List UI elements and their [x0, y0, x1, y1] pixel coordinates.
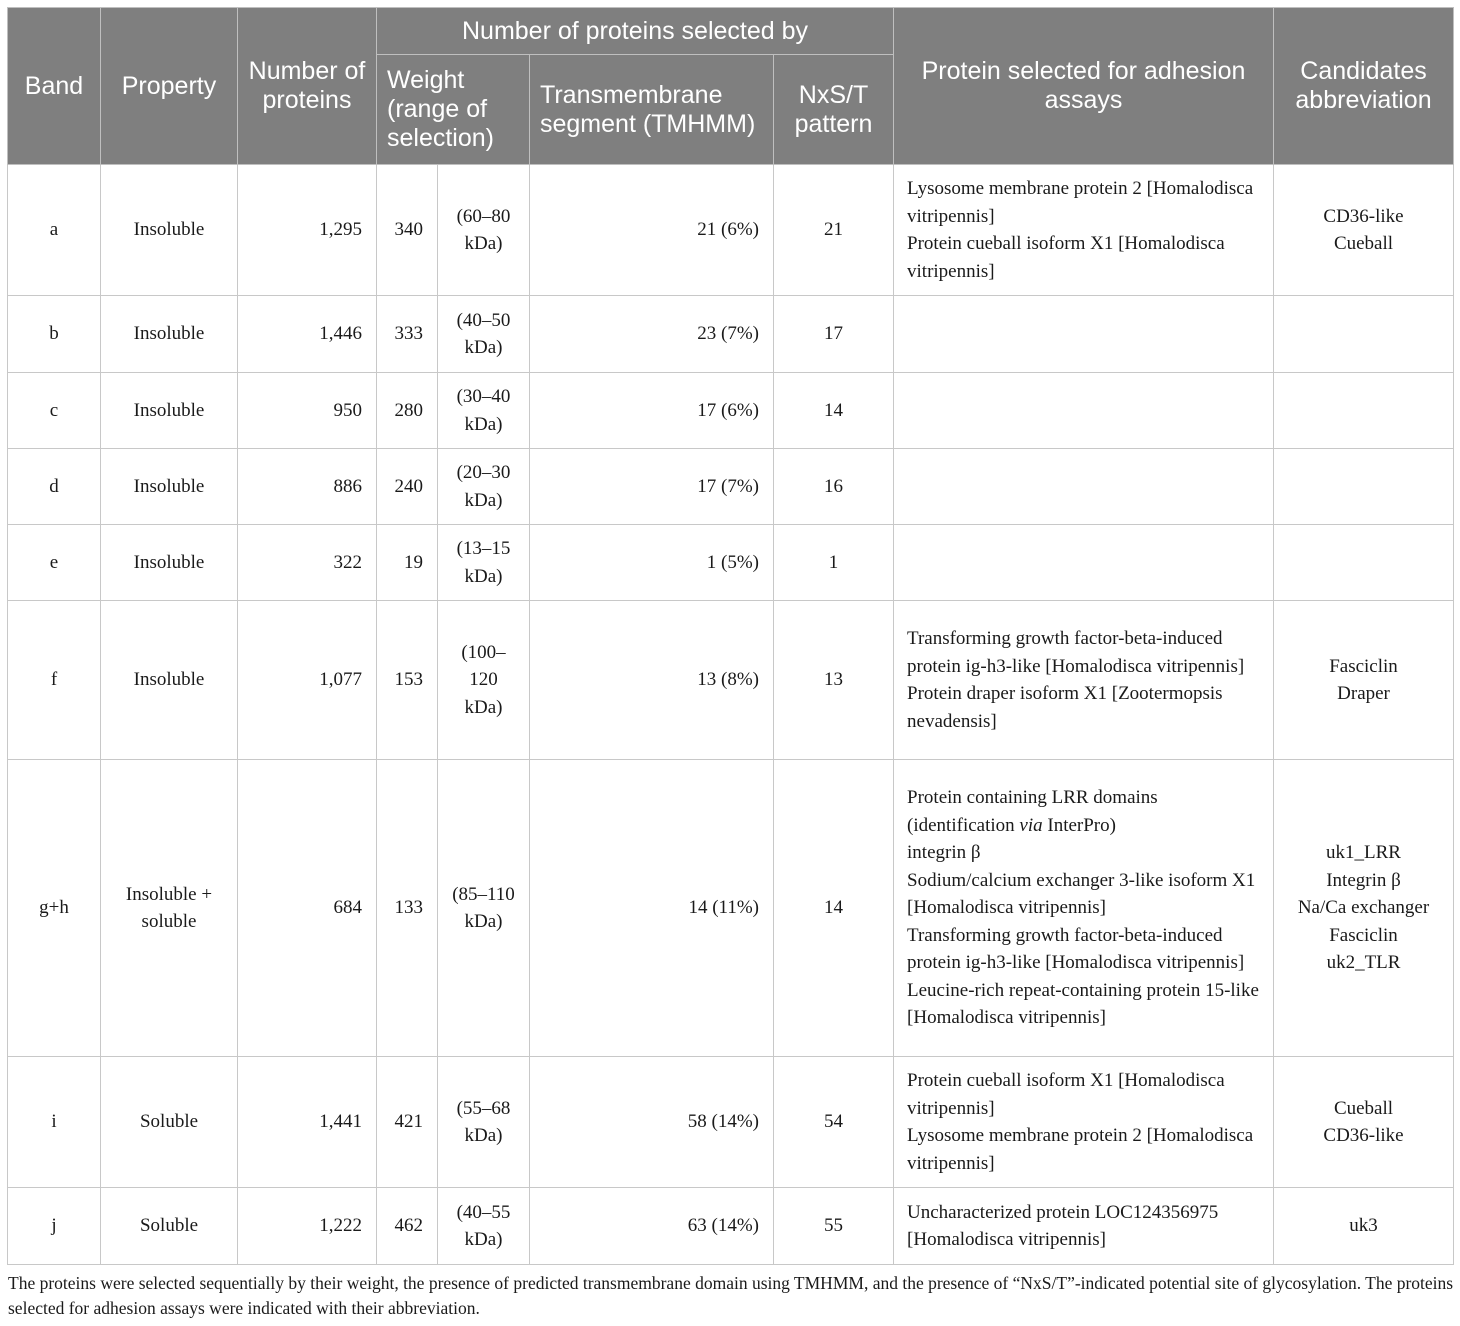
property-cell: Insoluble: [101, 373, 238, 449]
band-cell: b: [8, 296, 101, 373]
nxst-cell: 14: [774, 373, 894, 449]
header-number-of-proteins: Number of proteins: [238, 8, 377, 165]
number-cell: 1,446: [238, 296, 377, 373]
band-cell: j: [8, 1188, 101, 1265]
candidate-line: uk2_TLR: [1326, 952, 1401, 974]
candidates-cell: [1274, 165, 1454, 296]
tm-cell: 17 (6%): [530, 373, 774, 449]
header-nxst: NxS/T pattern: [774, 55, 894, 165]
weight-count-cell: 133: [377, 760, 438, 1057]
tm-cell: 14 (11%): [530, 760, 774, 1057]
table-row: [8, 165, 1454, 296]
protein-line: Sodium/calcium exchanger 3-like isoform X1 [Homalodisca vitripennis]: [907, 869, 1256, 919]
candidate-line: uk1_LRR: [1326, 842, 1401, 864]
number-cell: 322: [238, 525, 377, 601]
tm-cell: 23 (7%): [530, 296, 774, 373]
candidates-cell: [1274, 373, 1454, 449]
protein-line: Transforming growth factor-beta-induced protein ig-h3-like [Homalodisca vitripennis]: [907, 924, 1245, 974]
candidate-line: uk3: [1349, 1215, 1378, 1237]
candidates-cell: [1274, 1057, 1454, 1188]
band-cell: e: [8, 525, 101, 601]
property-cell: Soluble: [101, 1057, 238, 1188]
protein-line: Protein draper isoform X1 [Zootermopsis nevadensis]: [907, 683, 1223, 732]
weight-range-cell: (55–68 kDa): [438, 1057, 530, 1188]
table-row: [8, 525, 1454, 601]
table-row: [8, 1057, 1454, 1188]
table-row: [8, 760, 1454, 1057]
header-selected-by-group: Number of proteins selected by: [377, 8, 894, 55]
candidates-cell: [1274, 296, 1454, 373]
band-cell: g+h: [8, 760, 101, 1057]
tm-cell: 21 (6%): [530, 165, 774, 296]
number-cell: 1,295: [238, 165, 377, 296]
candidates-cell: [1274, 1188, 1454, 1265]
protein-line: Leucine-rich repeat-containing protein 15-like [Homalodisca vitripennis]: [907, 979, 1259, 1029]
table-footnote: The proteins were selected sequentially by their weight, the presence of predicted transmembrane domain using TMHMM, and the presence of “NxS/T”-indicated potential site of glycosylation. The proteins selected for adhesion assays were indicated with their abbreviation.: [8, 1273, 1454, 1318]
header-property: Property: [101, 8, 238, 165]
protein-line: Protein containing LRR domains: [907, 787, 1158, 809]
table-row: [8, 373, 1454, 449]
candidates-cell: [1274, 601, 1454, 760]
protein-selected-cell: [894, 525, 1274, 601]
candidate-line: Integrin β: [1326, 869, 1401, 891]
property-cell: Insoluble: [101, 165, 238, 296]
note-open: (identification: [907, 814, 1020, 836]
number-cell: 886: [238, 449, 377, 525]
number-cell: 950: [238, 373, 377, 449]
candidates-cell: [1274, 525, 1454, 601]
weight-count-cell: 19: [377, 525, 438, 601]
candidate-line: Draper: [1337, 683, 1390, 704]
nxst-cell: 54: [774, 1057, 894, 1188]
candidate-line: Fasciclin: [1329, 924, 1398, 946]
candidate-line: CD36-like: [1323, 205, 1404, 227]
protein-line: Uncharacterized protein LOC124356975 [Homalodisca vitripennis]: [907, 1201, 1219, 1250]
weight-count-cell: 333: [377, 296, 438, 373]
protein-line: Transforming growth factor-beta-induced protein ig-h3-like [Homalodisca vitripennis]: [907, 628, 1245, 677]
number-cell: 1,222: [238, 1188, 377, 1265]
tm-cell: 63 (14%): [530, 1188, 774, 1265]
number-cell: 1,077: [238, 601, 377, 760]
candidate-line: Na/Ca exchanger: [1297, 897, 1430, 919]
weight-range-cell: (100–120 kDa): [438, 601, 530, 760]
tm-cell: 17 (7%): [530, 449, 774, 525]
weight-range-cell: (40–55 kDa): [438, 1188, 530, 1265]
nxst-cell: 21: [774, 165, 894, 296]
nxst-cell: 55: [774, 1188, 894, 1265]
property-cell: Insoluble: [101, 449, 238, 525]
header-weight: Weight (range of selection): [377, 55, 530, 165]
tm-cell: 1 (5%): [530, 525, 774, 601]
band-cell: d: [8, 449, 101, 525]
protein-selected-cell: [894, 1188, 1274, 1265]
weight-count-cell: 153: [377, 601, 438, 760]
table-body: [8, 165, 1454, 1265]
weight-range-cell: (85–110 kDa): [438, 760, 530, 1057]
number-cell: 1,441: [238, 1057, 377, 1188]
weight-range-cell: (13–15 kDa): [438, 525, 530, 601]
property-cell: Insoluble: [101, 525, 238, 601]
band-cell: a: [8, 165, 101, 296]
protein-line: Lysosome membrane protein 2 [Homalodisca vitripennis]: [907, 178, 1254, 227]
property-cell: Insoluble + soluble: [101, 760, 238, 1057]
property-cell: Insoluble: [101, 296, 238, 373]
header-transmembrane: Transmembrane segment (TMHMM): [530, 55, 774, 165]
nxst-cell: 17: [774, 296, 894, 373]
table-row: [8, 296, 1454, 373]
table-row: [8, 449, 1454, 525]
protein-selection-table: [7, 7, 1454, 1265]
protein-selected-cell: [894, 1057, 1274, 1188]
property-cell: Insoluble: [101, 601, 238, 760]
table-header: [8, 8, 1454, 165]
table-row: [8, 1188, 1454, 1265]
note-close: InterPro): [1042, 814, 1116, 836]
protein-line: integrin β: [907, 842, 981, 864]
protein-line: Lysosome membrane protein 2 [Homalodisca vitripennis]: [907, 1125, 1254, 1174]
protein-line: Protein cueball isoform X1 [Homalodisca vitripennis]: [907, 233, 1225, 282]
weight-range-cell: (30–40 kDa): [438, 373, 530, 449]
protein-selected-cell: [894, 601, 1274, 760]
candidate-line: Fasciclin: [1329, 655, 1398, 677]
weight-count-cell: 462: [377, 1188, 438, 1265]
protein-selected-cell: [894, 373, 1274, 449]
weight-count-cell: 421: [377, 1057, 438, 1188]
weight-range-cell: (60–80 kDa): [438, 165, 530, 296]
nxst-cell: 16: [774, 449, 894, 525]
band-cell: i: [8, 1057, 101, 1188]
weight-range-cell: (40–50 kDa): [438, 296, 530, 373]
nxst-cell: 14: [774, 760, 894, 1057]
protein-selected-cell: [894, 449, 1274, 525]
note-italic: via: [1019, 814, 1043, 836]
weight-count-cell: 340: [377, 165, 438, 296]
tm-cell: 13 (8%): [530, 601, 774, 760]
weight-count-cell: 280: [377, 373, 438, 449]
protein-selected-cell: [894, 760, 1274, 1057]
nxst-cell: 1: [774, 525, 894, 601]
candidate-line: Cueball: [1333, 1097, 1394, 1119]
property-cell: Soluble: [101, 1188, 238, 1265]
header-band: Band: [8, 8, 101, 165]
band-cell: c: [8, 373, 101, 449]
weight-range-cell: (20–30 kDa): [438, 449, 530, 525]
candidates-cell: [1274, 760, 1454, 1057]
nxst-cell: 13: [774, 601, 894, 760]
protein-line: Protein cueball isoform X1 [Homalodisca vitripennis]: [907, 1070, 1225, 1119]
table-row: [8, 601, 1454, 760]
protein-selected-cell: [894, 165, 1274, 296]
header-candidates: Candidates abbreviation: [1274, 8, 1454, 165]
header-protein-selected: Protein selected for adhesion assays: [894, 8, 1274, 165]
candidate-line: CD36-like: [1323, 1125, 1404, 1146]
tm-cell: 58 (14%): [530, 1057, 774, 1188]
candidates-cell: [1274, 449, 1454, 525]
weight-count-cell: 240: [377, 449, 438, 525]
number-cell: 684: [238, 760, 377, 1057]
protein-identification-note: [907, 812, 1263, 840]
band-cell: f: [8, 601, 101, 760]
candidate-line: Cueball: [1333, 233, 1394, 254]
protein-selected-cell: [894, 296, 1274, 373]
table-container: [7, 7, 1453, 1265]
